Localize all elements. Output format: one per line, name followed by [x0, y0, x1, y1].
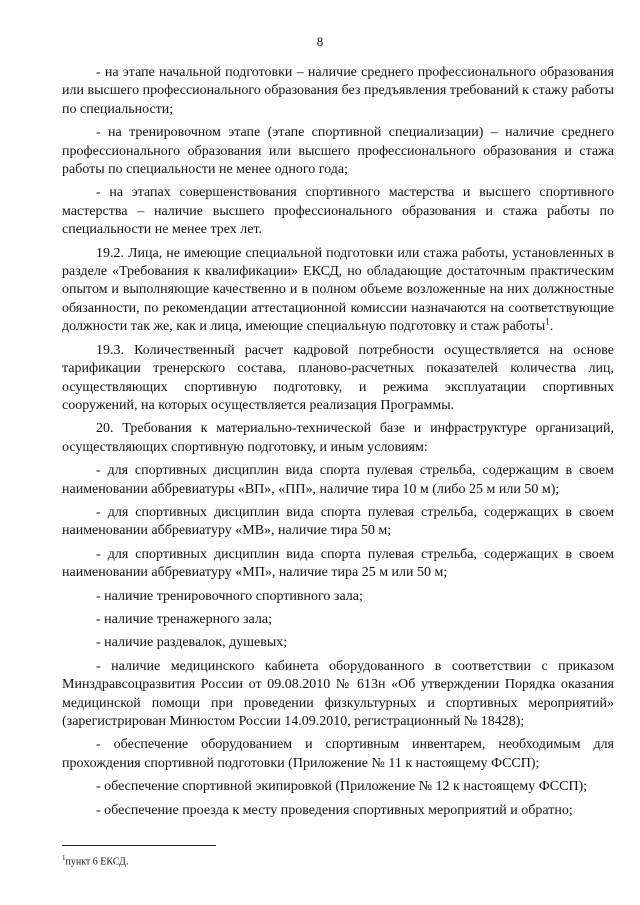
footnote: [62, 852, 128, 868]
footnote-divider: [62, 845, 216, 846]
paragraph-training-stage: - на тренировочном этапе (этапе спортивной специализации) – наличие среднего профессионального образования или высшего профессионального образования и стажа работы по специальности не менее одного года;: [62, 125, 614, 178]
list-item-locker-rooms: - наличие раздевалок, душевых;: [96, 635, 288, 651]
list-item-equipment: - обеспечение оборудованием и спортивным инвентарем, необходимым для прохождения спортивной подготовки (Приложение № 11 к настоящему ФССП);: [62, 737, 614, 771]
footnote-marker: 1: [62, 854, 66, 862]
list-item-medical-office: - наличие медицинского кабинета оборудованного в соответствии с приказом Минздравсоцразвития России от 09.08.2010 № 613н «Об утверждении Порядка оказания медицинской помощи при проведении физкультурных и спортивных мероприятий» (зарегистрирован Минюстом России 14.09.2010, регистрационный № 18428);: [62, 658, 614, 729]
paragraph-19-2-end: .: [549, 319, 554, 335]
footnote-reference: 1: [545, 316, 550, 327]
list-item-training-hall: - наличие тренировочного спортивного зала;: [96, 588, 363, 604]
paragraph-19-3: 19.3. Количественный расчет кадровой потребности осуществляется на основе тарификации тренерского состава, планово-расчетных показателей количества лиц, осуществляющих спортивную подготовку, и режима эксплуатации спортивных сооружений, на которых осуществляется реализация Программы.: [62, 342, 614, 413]
list-item-travel: - обеспечение проезда к месту проведения спортивных мероприятий и обратно;: [96, 802, 573, 818]
footnote-text: пункт 6 ЕКСД.: [65, 856, 129, 868]
paragraph-initial-stage: - на этапе начальной подготовки – наличие среднего профессионального образования или высшего профессионального образования без предъявления требований к стажу работы по специальности;: [62, 65, 614, 117]
list-item-mv: - для спортивных дисциплин вида спорта пулевая стрельба, содержащих в своем наименовании аббревиатуру «МВ», наличие тира 50 м;: [62, 504, 614, 539]
paragraph-20: 20. Требования к материально-технической базе и инфраструктуре организаций, осуществляющих спортивную подготовку, и иным условиям:: [62, 421, 614, 455]
list-item-gym: - наличие тренажерного зала;: [96, 611, 272, 627]
page-number: 8: [316, 34, 324, 49]
list-item-vp-pp: - для спортивных дисциплин вида спорта пулевая стрельба, содержащим в своем наименовании аббревиатуры «ВП», «ПП», наличие тира 10 м (либо 25 м или 50 м);: [62, 463, 614, 497]
document-body: [62, 64, 614, 825]
paragraph-19-2: [62, 245, 614, 337]
paragraph-mastery-stage: - на этапах совершенствования спортивного мастерства и высшего спортивного мастерства – наличие высшего профессионального образования и стажа работы по специальности не менее трех лет.: [62, 185, 614, 238]
paragraph-19-2-text: 19.2. Лица, не имеющие специальной подготовки или стажа работы, установленных в разделе «Требования к квалификации» ЕКСД, но обладающие достаточным практическим опытом и выполняющие качественно и в полном объеме возложенные на них должностные обязанности, по рекомендации аттестационной комиссии назначаются на соответствующие должности так же, как и лица, имеющие специальную подготовку и стаж работы: [62, 245, 614, 335]
list-item-sports-gear: - обеспечение спортивной экипировкой (Приложение № 12 к настоящему ФССП);: [96, 779, 588, 795]
list-item-mp: - для спортивных дисциплин вида спорта пулевая стрельба, содержащих в своем наименовании аббревиатуру «МП», наличие тира 25 м или 50 м;: [62, 546, 614, 581]
